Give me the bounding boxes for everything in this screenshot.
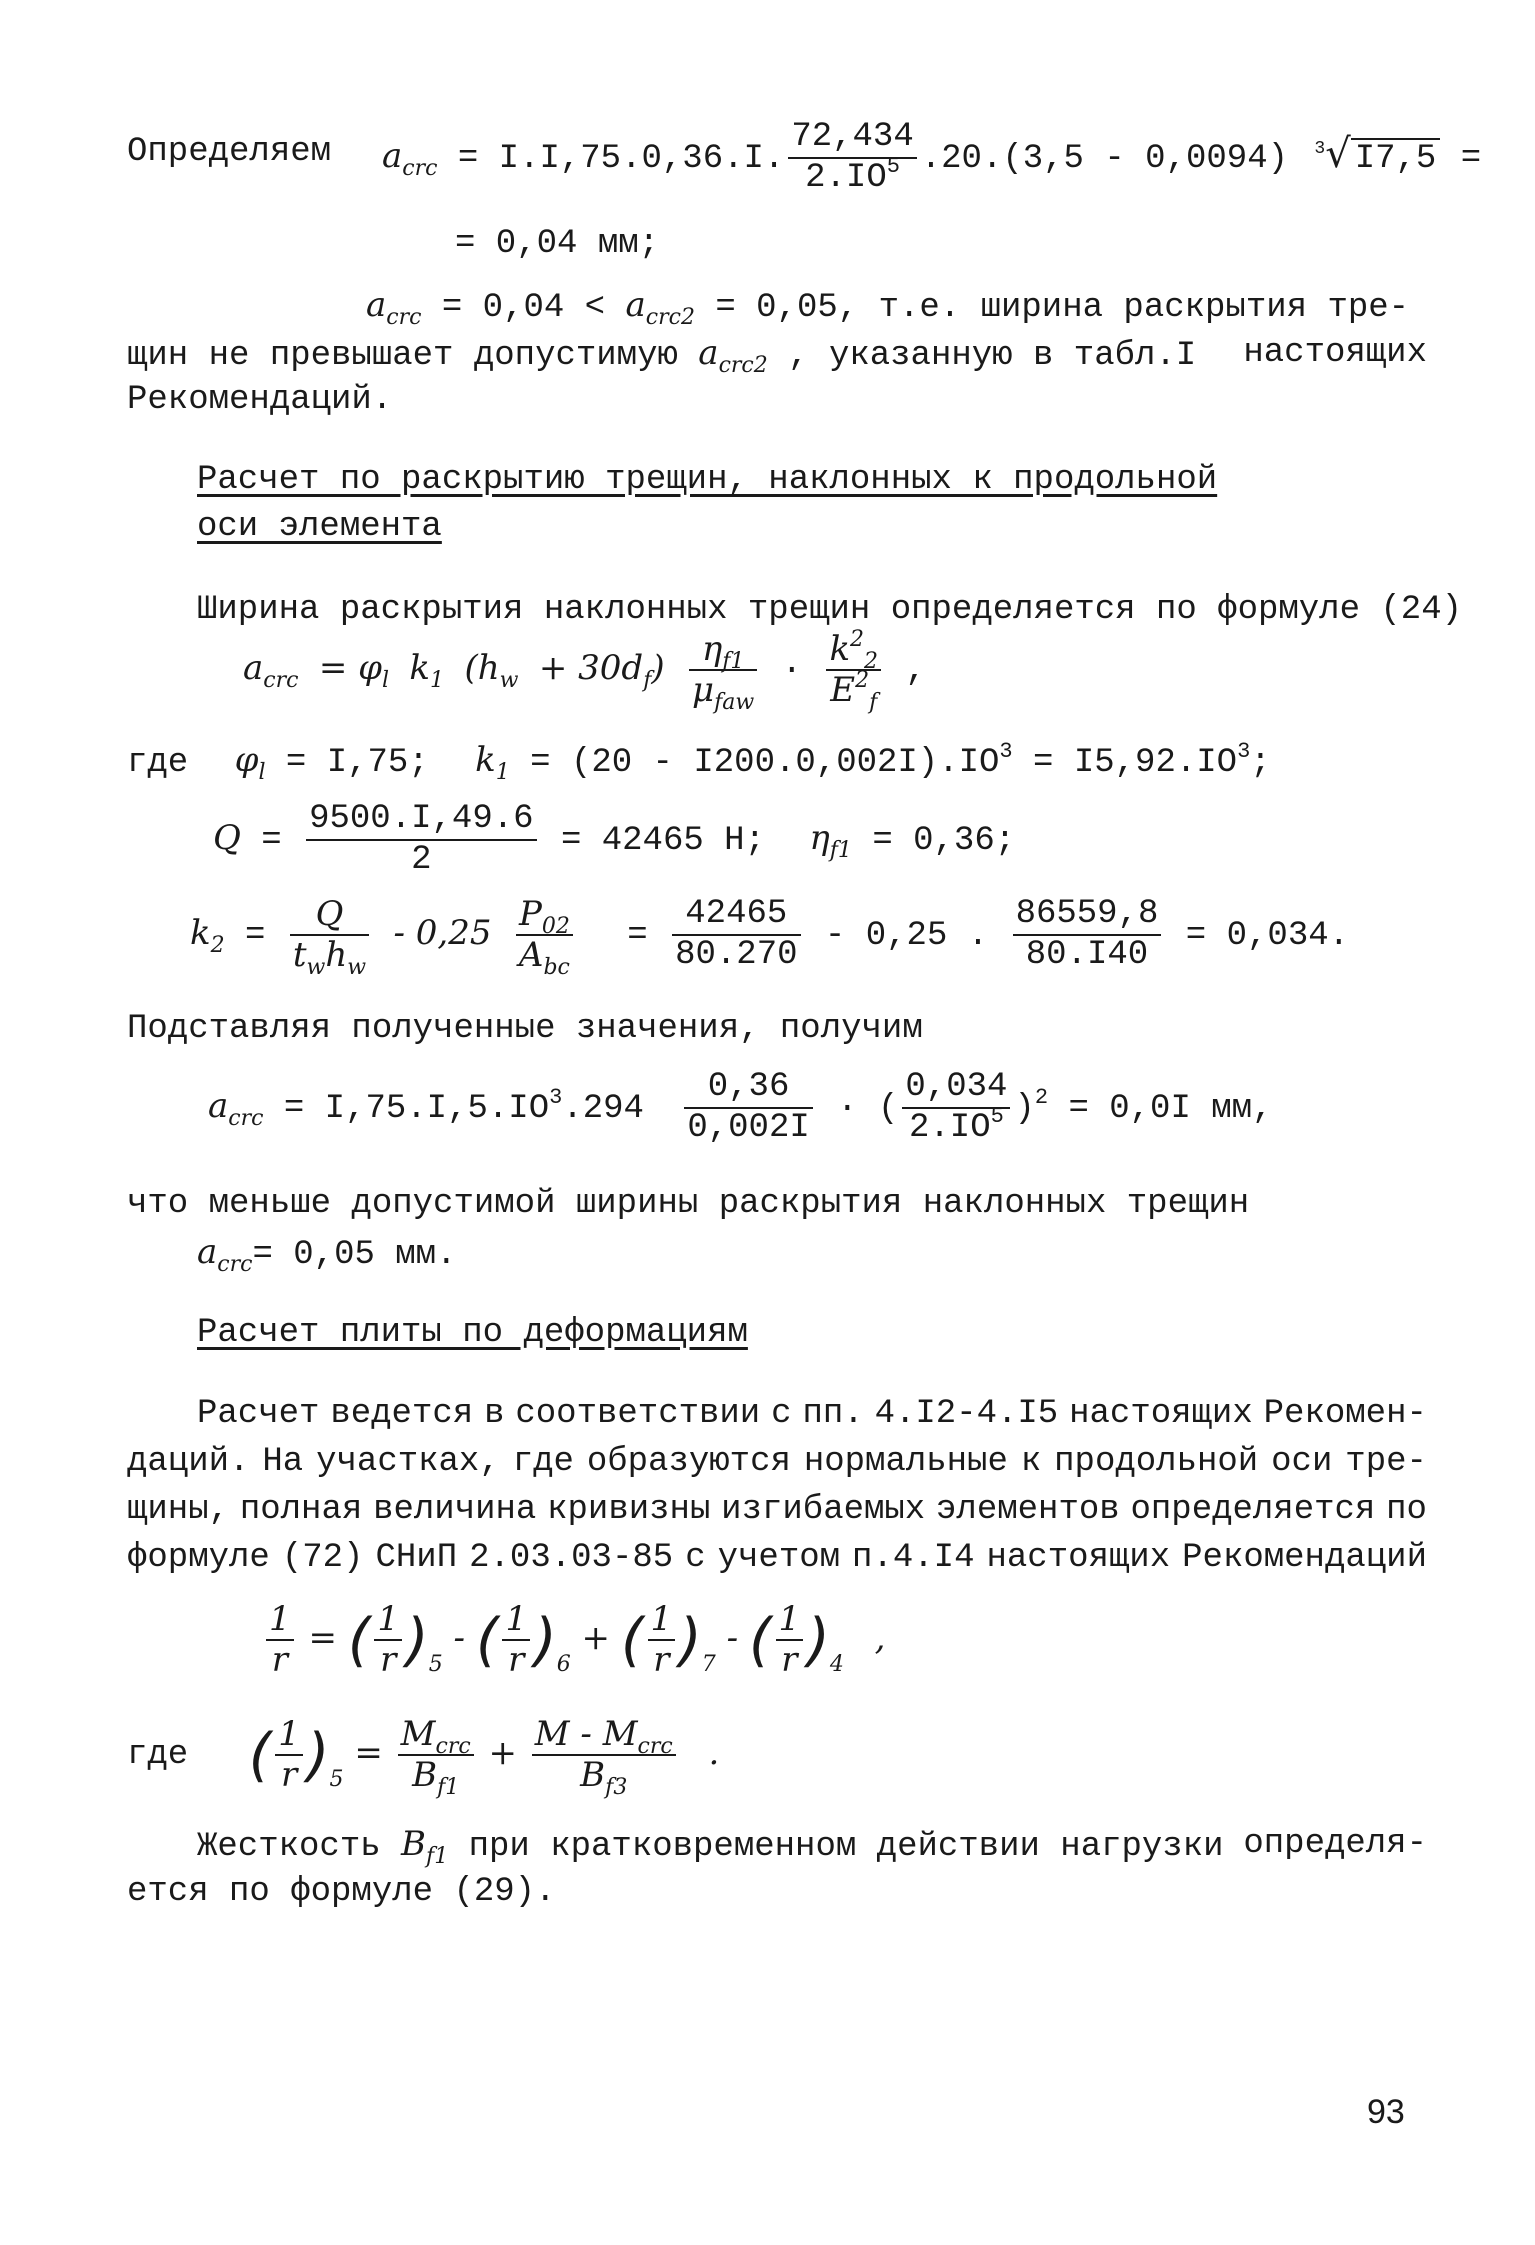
fraction (776, 1600, 804, 1680)
word: пп. (802, 1395, 864, 1433)
word: учетом (717, 1539, 841, 1577)
sup: 5 (990, 1104, 1004, 1130)
word: участках, (316, 1443, 500, 1481)
comma: , (874, 1618, 886, 1659)
text: = 0,05, т.е. ширина раскрытия тре- (715, 289, 1410, 327)
sym-phi: = φ (318, 648, 382, 689)
word: оси (1271, 1443, 1333, 1481)
fraction-num: 42465 (672, 895, 800, 936)
sym-a: a (208, 1086, 229, 1127)
p2-line3 (127, 378, 392, 422)
text: - 0,25 . (824, 917, 989, 956)
text: = 0,05 мм. (252, 1236, 457, 1274)
section-heading (197, 1311, 748, 1355)
eq: = (308, 1618, 337, 1659)
p8-line1 (197, 1822, 1427, 1869)
sub-crc2: crc2 (718, 353, 768, 378)
fraction (398, 1714, 474, 1801)
eq: = (261, 822, 282, 861)
fraction-den: r (280, 1755, 298, 1796)
text: ется по формуле (29). (127, 1873, 556, 1911)
p5-after1 (127, 1182, 1249, 1226)
p5-intro (127, 1007, 923, 1051)
word: настоящих (986, 1539, 1171, 1577)
word: с (685, 1539, 706, 1577)
sym-a: a (197, 1232, 218, 1272)
text: где (127, 744, 189, 782)
eq: = (627, 917, 648, 956)
fraction-den (532, 1755, 676, 1801)
sub: crc (228, 1106, 264, 1132)
text: настоящих (1243, 334, 1427, 372)
word: 4.I2-4.I5 (874, 1395, 1059, 1433)
text: = 0,034. (1185, 917, 1350, 956)
word: определяется (1130, 1491, 1376, 1529)
sub: f1 (426, 1844, 449, 1869)
text: щин не превышает допустимую (127, 337, 678, 375)
sub: bc (543, 955, 570, 981)
p6-line (127, 1440, 1427, 1484)
word: элементов (936, 1491, 1120, 1529)
word: где (512, 1443, 574, 1481)
paren-close: ) (306, 1720, 330, 1789)
sym-phi: φ (234, 740, 259, 780)
word: (72) (281, 1539, 364, 1577)
fraction-num: 72,434 (788, 118, 916, 159)
sub: f1 (829, 838, 852, 864)
sub: f (869, 690, 878, 716)
fraction-den (516, 935, 573, 981)
sym: P (518, 894, 542, 934)
sup: 3 (549, 1085, 563, 1111)
word: с (771, 1395, 792, 1433)
sub: 2 (864, 649, 879, 674)
fraction (306, 800, 536, 880)
sub: w (347, 955, 367, 981)
formula-post: .20.(3,5 - 0,0094) (920, 140, 1288, 179)
dot: · (781, 652, 803, 691)
paren-close: ) (651, 648, 665, 689)
sym: B (412, 1755, 438, 1796)
sub: w (306, 955, 326, 981)
sym-a: a (698, 333, 719, 373)
sub: f1 (437, 1775, 460, 1801)
word: ведется (330, 1395, 474, 1433)
sym: M (400, 1714, 436, 1754)
sub: f1 (722, 649, 745, 674)
fraction-den: r (653, 1640, 670, 1681)
page-number (1367, 2090, 1405, 2134)
paren-close: ) (807, 1605, 830, 1674)
text: Жесткость (197, 1828, 381, 1866)
where-formula (127, 1714, 720, 1801)
sup: 3 (999, 739, 1013, 764)
sub: 5 (428, 1652, 443, 1678)
paren-open: ( (347, 1605, 371, 1674)
word: продольной (1054, 1443, 1259, 1481)
sub-crc2: crc2 (645, 305, 695, 330)
sym: k (829, 629, 851, 669)
fraction-num (398, 1714, 474, 1759)
word: Рекомен- (1263, 1395, 1427, 1433)
word: изгибаемых (721, 1491, 926, 1529)
op: + (581, 1618, 611, 1659)
text: .294 (562, 1090, 644, 1129)
fraction (266, 1600, 294, 1680)
section-heading (197, 458, 1217, 502)
fraction-num: 0,034 (902, 1068, 1010, 1109)
fraction (532, 1714, 676, 1801)
p5-after2 (197, 1230, 457, 1277)
paren-open: ( (475, 1605, 499, 1674)
fraction-den: r (380, 1640, 397, 1681)
paren-open: ( (748, 1605, 772, 1674)
dot: . (708, 1733, 720, 1774)
text: Рекомендаций. (127, 381, 393, 419)
fraction (672, 895, 800, 975)
sub: l (381, 668, 390, 694)
text: при кратковременном действии нагрузки (468, 1828, 1224, 1866)
fraction (648, 1600, 676, 1680)
eq: = (245, 917, 266, 956)
fraction-num (532, 1714, 676, 1759)
sym-h: (h (464, 648, 500, 689)
fraction-den: 80.270 (675, 936, 798, 975)
eq: = (354, 1733, 383, 1774)
fraction (684, 1068, 812, 1148)
root-index: 3 (1314, 139, 1326, 160)
text: определя- (1243, 1825, 1427, 1863)
text: где (127, 1736, 189, 1775)
word: СНиП (375, 1539, 458, 1577)
p4-where (127, 738, 1271, 785)
text: = 0,36; (872, 822, 1016, 861)
radicand: I7,5 (1351, 138, 1441, 178)
p3-intro (197, 588, 1462, 632)
text: = 0,04 < (441, 289, 606, 327)
text: что меньше допустимой ширины раскрытия наклонных трещин (127, 1185, 1250, 1223)
fraction (826, 627, 881, 716)
fraction-den: r (781, 1640, 798, 1681)
fraction-den (689, 670, 757, 716)
sym-d: + 30d (538, 648, 644, 689)
fraction (516, 894, 573, 981)
paren-close: ) (679, 1605, 702, 1674)
sym-k: k (190, 913, 211, 954)
text: - 0,25 (393, 913, 492, 954)
eq: = (1460, 140, 1482, 179)
word: щины, (127, 1491, 230, 1529)
word: тре- (1345, 1443, 1427, 1481)
sub: crc (263, 668, 299, 694)
fraction-num: Q (290, 895, 369, 936)
sub-crc: crc (402, 156, 438, 182)
formula-result: $a_{crc} = I,75.I,5.IO^3.294$ $\frac{0,36}{0,002I}$ · ( $\frac{0,034}{2.IO^5}$ )$^2$ = 0,0I мм, (208, 1068, 1273, 1148)
sub: 1 (430, 668, 445, 694)
p8-line2 (127, 1870, 555, 1914)
heading-text: Расчет плиты по деформациям (197, 1314, 748, 1352)
fraction (902, 1068, 1010, 1148)
sup: 3 (1237, 739, 1251, 764)
dot: · (837, 1090, 858, 1129)
sup: 2 (1034, 1085, 1049, 1111)
sub: 1 (495, 760, 510, 785)
radical-icon: √ (1325, 131, 1351, 178)
fraction-num (516, 894, 573, 939)
text: = 0,0I мм, (1068, 1090, 1273, 1129)
fraction (502, 1600, 530, 1680)
sub: f3 (605, 1775, 628, 1801)
p2-line1 (366, 283, 1409, 330)
fraction-den (398, 1755, 474, 1801)
text: , указанную в табл.I (788, 337, 1197, 375)
result-line (455, 222, 659, 266)
curvature-formula (262, 1600, 885, 1680)
sub: 2 (210, 933, 225, 959)
comma: , (905, 652, 926, 691)
fraction-num (689, 629, 757, 674)
sub: l (258, 760, 266, 785)
sym-b: B (401, 1824, 427, 1864)
fraction (374, 1600, 402, 1680)
sub: 4 (829, 1652, 844, 1678)
paren-open: ( (248, 1720, 272, 1789)
word: полная (239, 1491, 363, 1529)
sub: 7 (701, 1652, 716, 1678)
page-number-text: 93 (1367, 2093, 1405, 2131)
sub: 5 (329, 1767, 344, 1793)
word: даций. (127, 1443, 250, 1481)
fraction-num: 1 (266, 1600, 294, 1641)
sym-eta: η (809, 818, 830, 859)
word: кривизны (547, 1491, 711, 1529)
word: п.4.I4 (852, 1539, 975, 1577)
op: - (453, 1618, 465, 1659)
paren-close: ) (534, 1605, 557, 1674)
p1-line (127, 130, 331, 174)
sub-crc: crc (386, 305, 422, 330)
fraction-num: 86559,8 (1013, 895, 1162, 936)
k2-line (190, 894, 1350, 981)
text: = I,75.I,5.IO (283, 1090, 550, 1129)
word: формуле (127, 1539, 270, 1577)
fraction-den: 80.I40 (1025, 936, 1149, 975)
fraction-den (902, 1104, 1010, 1148)
heading-line2: оси элемента (197, 508, 442, 546)
text: = I,75; (285, 744, 429, 782)
fraction (689, 629, 757, 716)
fraction-num: 0,36 (684, 1068, 812, 1109)
den-exp: 5 (886, 154, 900, 180)
sym-a: a (382, 136, 403, 177)
word: Расчет (197, 1395, 320, 1433)
word: 2.03.03-85 (469, 1539, 674, 1577)
sym: t (292, 935, 307, 976)
den: 2.IO (908, 1109, 991, 1148)
formula-24 (243, 627, 926, 716)
op: + (488, 1733, 517, 1774)
fraction-num: 9500.I,49.6 (306, 800, 536, 841)
fraction-num (826, 627, 881, 674)
fraction-num: 1 (275, 1715, 303, 1756)
formula-pre: = I.I,75.0,36.I. (457, 140, 785, 179)
word: по (1386, 1491, 1427, 1529)
fraction-num: 1 (374, 1600, 402, 1641)
p6-line (127, 1536, 1427, 1580)
word: На (262, 1443, 304, 1481)
fraction (290, 894, 369, 981)
sym-a: a (366, 285, 387, 325)
formula-acrc-1 (382, 118, 1481, 198)
den-text: 2.IO (805, 159, 887, 198)
fraction-den (290, 935, 369, 981)
section-heading (197, 505, 442, 549)
word: образуются (586, 1443, 791, 1481)
sub: w (499, 668, 519, 694)
sub: crc (435, 1734, 471, 1759)
sym: A (518, 935, 544, 976)
p6-line (197, 1392, 1427, 1436)
fraction-den: r (271, 1640, 288, 1681)
fraction-num: 1 (502, 1600, 530, 1641)
word: к (1020, 1443, 1042, 1481)
text-lead: Определяем (127, 133, 332, 171)
sym-a: a (625, 285, 646, 325)
result: = 0,04 мм; (455, 225, 660, 263)
sym: η (701, 629, 723, 669)
heading-line1: Расчет по раскрытию трещин, наклонных к продольной (197, 461, 1218, 499)
sub: f (643, 668, 652, 694)
text: = (20 - I200.0,002I).IO (530, 744, 1000, 782)
paren-close: ) (406, 1605, 429, 1674)
fraction (275, 1715, 303, 1795)
sub: 02 (541, 914, 570, 939)
sym: M - M (534, 1714, 638, 1754)
fraction-den (788, 154, 916, 198)
fraction-den (826, 668, 881, 716)
text: Подставляя полученные значения, получим (127, 1010, 923, 1048)
fraction-num: 1 (648, 1600, 676, 1641)
word: в (484, 1395, 505, 1433)
sym-q: Q (213, 818, 241, 859)
sym-k: k (409, 648, 431, 689)
paren-open: ( (620, 1605, 644, 1674)
sym: B (580, 1755, 606, 1796)
sym-k: k (475, 740, 496, 780)
sym-a: a (243, 648, 264, 689)
word: нормальные (803, 1443, 1008, 1481)
fraction (788, 118, 916, 198)
sup: 2 (850, 627, 865, 652)
word: соответствии (515, 1395, 761, 1433)
sub: crc (637, 1734, 673, 1759)
sym: E (830, 670, 856, 711)
sub: crc (217, 1252, 253, 1277)
text: Ширина раскрытия наклонных трещин определяется по формуле (24) (197, 591, 1463, 629)
fraction-den: 2 (411, 841, 432, 880)
op: - (726, 1618, 739, 1659)
word: настоящих (1069, 1395, 1253, 1433)
fraction-num: 1 (776, 1600, 804, 1641)
text: ; (1250, 744, 1271, 782)
sub: faw (714, 690, 755, 716)
fraction-den: r (508, 1640, 525, 1681)
sym: h (325, 935, 348, 976)
fraction (1013, 895, 1162, 975)
word: величина (373, 1491, 537, 1529)
fraction-den: 0,002I (687, 1109, 810, 1148)
q-line (213, 800, 1015, 880)
p2-line2 (127, 331, 1427, 378)
sym: μ (692, 670, 715, 711)
sup: 2 (855, 668, 870, 694)
p6-line (127, 1488, 1427, 1532)
word: Рекомендаций (1182, 1539, 1427, 1577)
text: = I5,92.IO (1033, 744, 1238, 782)
sub: 6 (556, 1652, 571, 1678)
text: = 42465 Н; (560, 822, 765, 861)
